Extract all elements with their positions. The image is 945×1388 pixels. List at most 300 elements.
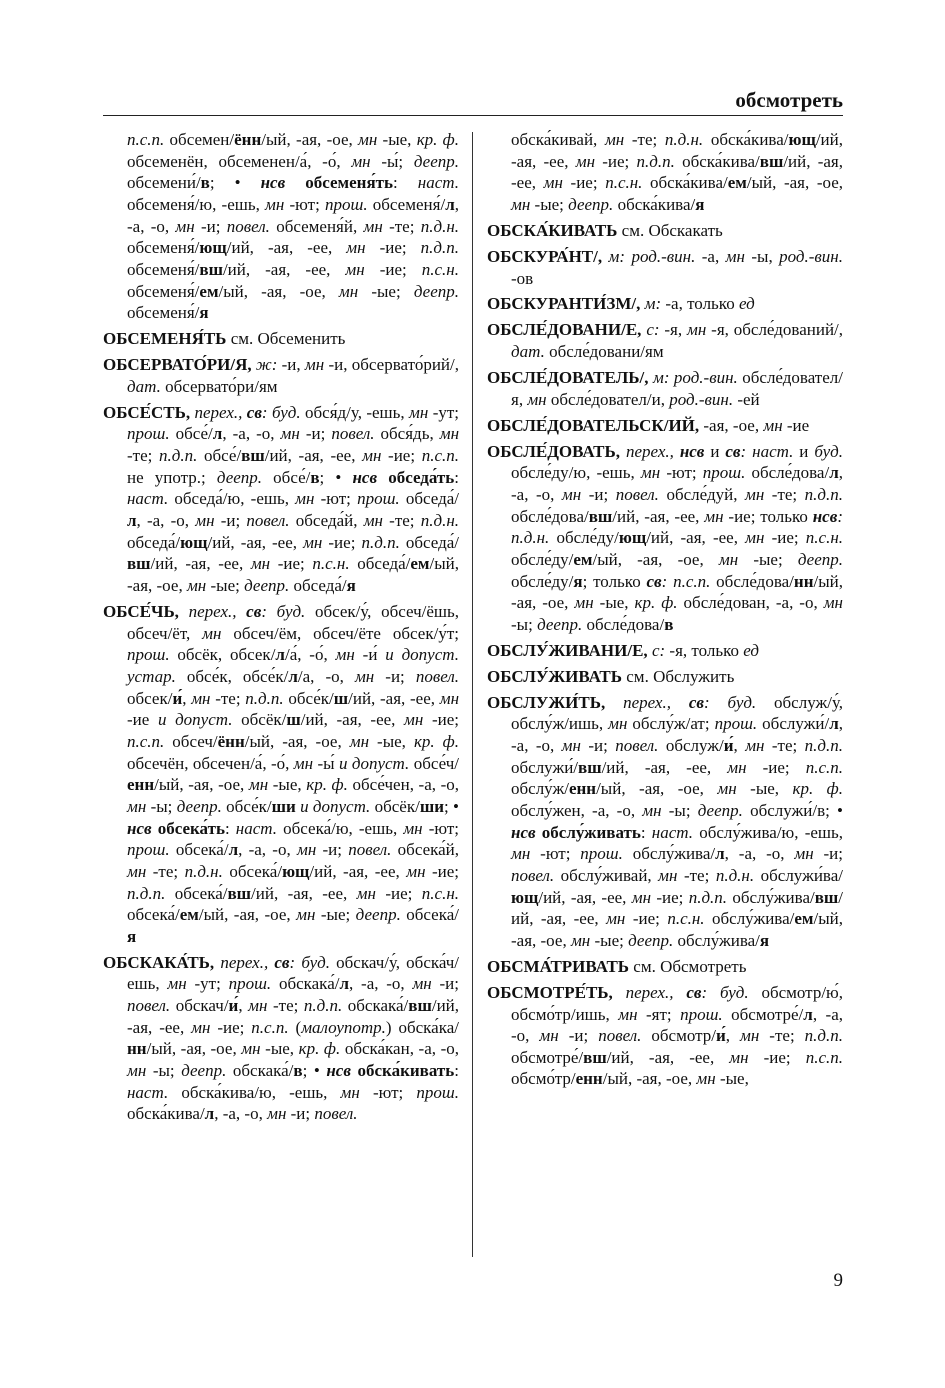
entry-text: -ие [127, 710, 158, 730]
entry-text: обсека́й, [391, 840, 460, 860]
grammar-label: мн [744, 484, 765, 504]
grammar-label: кр. ф. [306, 775, 348, 795]
grammar-label: мн [345, 259, 365, 279]
entry-text: -те; [759, 1026, 805, 1046]
entry-text: /ий, -ая, -ее, [207, 532, 304, 552]
entry-text: обсервато́ри/ям [160, 376, 278, 396]
entry-text: обсеменя́/ [127, 303, 200, 323]
grammar-label: мн [658, 865, 678, 885]
grammar-label: мн [127, 796, 147, 816]
entry-text: , -а, -о, [127, 194, 459, 236]
emphasis-text: я [695, 194, 705, 214]
dictionary-entry [487, 692, 843, 952]
grammar-label: п.д.п. [127, 883, 166, 903]
entry-text: обсеменя́/ [127, 238, 200, 258]
emphasis-text: ем [199, 281, 219, 301]
grammar-label: мн [363, 216, 383, 236]
grammar-label: : буд. [261, 402, 301, 422]
emphasis-text: и́ [172, 688, 183, 708]
entry-text: /ий, -ая, -ее, [601, 757, 728, 777]
dictionary-entry [487, 220, 843, 242]
entry-text: обска́кива/ [674, 151, 760, 171]
entry-text [179, 602, 189, 621]
grammar-label: повел. [127, 996, 171, 1016]
entry-text: обсле́ду/ [511, 549, 574, 569]
headword: ОБСМОТРЕ́ТЬ, [487, 982, 613, 1002]
grammar-label: п.д.п. [636, 151, 675, 171]
entry-text: /ый, -ая, -ое, [154, 775, 249, 795]
grammar-label: п.с.п. [805, 757, 843, 777]
emphasis-text: св [646, 571, 662, 591]
entry-text: обсле́дова/ [511, 506, 589, 526]
entry-text: обсмотре́/ [722, 1004, 804, 1024]
entry-text: /ий, -ая, -ее, [127, 996, 460, 1037]
emphasis-text: вш [227, 883, 252, 903]
dictionary-entry [487, 246, 843, 289]
grammar-label: прош. [127, 645, 170, 665]
entry-text: /ый, -ая, -ое, [261, 130, 358, 149]
entry-text: : [224, 818, 236, 838]
grammar-label: мн [745, 528, 765, 548]
entry-text: -те; [764, 736, 805, 756]
dictionary-entry [487, 415, 843, 437]
entry-text: , -а, -о, [511, 714, 843, 756]
grammar-label: мн [409, 402, 429, 422]
emphasis-text: ющ [511, 887, 539, 907]
entry-text [613, 983, 626, 1002]
grammar-label: мн [296, 840, 317, 860]
entry-text: -ие; [595, 151, 637, 171]
grammar-label: п.д.п. [804, 484, 844, 504]
entry-text: -ие; [625, 909, 668, 929]
grammar-label: : буд. [703, 692, 757, 712]
entry-text: обсе́/ [262, 467, 311, 487]
entry-text: обсека́/ [169, 840, 229, 860]
grammar-label: мн [718, 549, 739, 569]
entry-text: /ый, -ая, -ое, [127, 554, 459, 596]
emphasis-text: ем [179, 905, 199, 925]
grammar-label: мн [740, 1026, 760, 1046]
entry-text: -я, [659, 320, 687, 340]
entry-text: /ий, -ая, -ее, [150, 554, 251, 574]
dictionary-entry [103, 952, 459, 1125]
entry-text: обсе́чен, -а, -о, [347, 775, 459, 795]
grammar-label: п.с.н. [421, 259, 459, 279]
entry-text: обсмотр/ [641, 1026, 716, 1046]
grammar-label: наст. [127, 489, 169, 509]
entry-text: обслу́ж/ат; [627, 714, 715, 734]
emphasis-text: нсв [260, 173, 286, 193]
headword: ОБСЕ́ЧЬ, [103, 601, 179, 621]
grammar-label: повел. [314, 1104, 358, 1124]
entry-text: -ые; [530, 194, 569, 214]
grammar-label: деепр. [697, 801, 743, 820]
grammar-label: повел. [598, 1026, 642, 1046]
dictionary-entry [487, 293, 843, 315]
entry-text: обслуж/у́, обслу́ж/ишь, [511, 692, 843, 734]
emphasis-text: и́ [228, 996, 239, 1016]
grammar-label: мн [191, 1017, 211, 1037]
entry-text: обседа́й, [289, 511, 364, 531]
entry-text: /ий, -ая, -ее, [511, 151, 843, 193]
headword: ОБСЛЕ́ДОВАТЕЛЬСК/ИЙ, [487, 415, 700, 435]
grammar-label: : буд. [261, 601, 306, 621]
entry-text: -ые; [590, 930, 629, 950]
entry-text: обсе́ч/ [409, 753, 459, 773]
left-column [103, 129, 459, 1129]
emphasis-text: ем [573, 549, 593, 569]
grammar-label: мн [696, 1069, 716, 1089]
emphasis-text: л [288, 666, 298, 686]
grammar-label: п.д.п. [159, 446, 198, 466]
grammar-label: мн [618, 1004, 638, 1024]
emphasis-text: л [339, 974, 350, 994]
entry-text: /ий, -ая, -ее, [309, 861, 407, 881]
grammar-label: с: [651, 640, 666, 660]
grammar-label: мн [304, 355, 325, 375]
grammar-label: мн [640, 463, 661, 483]
entry-text: /ий, -ая, -ее, [251, 883, 357, 903]
emphasis-text: ённ [217, 731, 245, 751]
emphasis-text: л [445, 194, 455, 214]
grammar-label: повел. [246, 511, 290, 531]
grammar-label: прош. [325, 194, 368, 214]
grammar-label: м: род.-вин. [652, 368, 738, 388]
entry-text: -ы; [511, 614, 538, 634]
headword: ОБСКАКА́ТЬ, [103, 952, 215, 972]
grammar-label: с: [646, 320, 660, 340]
emphasis-text: в [200, 173, 210, 193]
entry-text: -я, обсле́дований/, [706, 320, 844, 340]
entry-text: -ют; [314, 489, 358, 509]
running-head: обсмотреть [735, 88, 843, 112]
entry-text: обсе́/ [197, 446, 242, 466]
entry-text: -ы; [146, 1061, 182, 1081]
emphasis-text: св [274, 952, 290, 972]
grammar-label: повел. [615, 484, 659, 504]
grammar-label: п.с.п. [251, 1017, 289, 1037]
emphasis-text: нсв [352, 467, 378, 487]
entry-text: обслуж/ [658, 736, 724, 756]
entry-text: -ые, [369, 731, 414, 751]
grammar-label: мн [338, 281, 359, 301]
grammar-label: деепр. [216, 467, 263, 487]
headword: ОБСЛЕ́ДОВАТЬ, [487, 441, 621, 461]
grammar-label: мн [539, 1026, 559, 1046]
grammar-label: деепр. [413, 151, 459, 171]
grammar-label: п.д.н. [420, 216, 460, 236]
emphasis-text: ши [419, 796, 444, 816]
grammar-label: мн [296, 905, 316, 925]
entry-text: -ют; [359, 1082, 417, 1102]
dictionary-entry [103, 402, 459, 597]
entry-text: ; • [209, 173, 261, 193]
entry-text: обсёк/ [232, 710, 287, 730]
grammar-label: п.с.н. [667, 909, 705, 929]
grammar-label: и допуст. устар. [127, 645, 459, 686]
entry-text: : [640, 822, 652, 842]
entry-text: обсмо́тр/ [511, 1069, 576, 1089]
entry-text: обсле́дован, -а, -о, [677, 593, 824, 613]
entry-text: -ие; [746, 757, 806, 777]
emphasis-text: я [346, 576, 356, 596]
grammar-label: деепр. [181, 1061, 227, 1081]
headword: ОБСЕМЕНЯ́ТЬ [103, 329, 227, 349]
entry-text: обседа́/ю, -ешь, [168, 489, 296, 509]
entry-text: -ые; [315, 905, 356, 925]
entry-text: , -а, -о, [238, 840, 297, 860]
grammar-label: повел. [348, 840, 392, 860]
entry-text: см. Обсмотреть [629, 956, 747, 976]
entry-text: -ые, [377, 130, 417, 149]
grammar-label: п.д.н. [715, 865, 755, 885]
entry-text: /ий, -ая, -ее, [264, 446, 363, 466]
entry-text: ; • [319, 467, 353, 487]
entry-text: обсле́ду/ [549, 528, 619, 548]
entry-text: -ие; [425, 861, 460, 881]
grammar-label: наст. [235, 818, 278, 838]
entry-text: /ий, -ая, -ее, [511, 130, 843, 171]
grammar-label: мн [354, 666, 375, 686]
grammar-label: мн [439, 424, 460, 444]
grammar-label: мн [303, 532, 323, 552]
entry-text: обсек/у́, обсеч/ёшь, обсеч/ёт, [127, 601, 460, 643]
grammar-label: повел. [511, 865, 555, 885]
entry-text: /ый, -ая, -ое, [198, 905, 297, 925]
entry-text: и [704, 441, 726, 461]
emphasis-text: л [204, 1104, 215, 1124]
entry-text: -те; [267, 996, 304, 1016]
grammar-label: п.д.п. [420, 238, 459, 258]
grammar-label: мн [195, 511, 215, 531]
grammar-label: род.-вин. [669, 389, 734, 409]
emphasis-text: ющ [282, 861, 310, 881]
grammar-label: мн [241, 1039, 261, 1059]
emphasis-text: нн [793, 571, 814, 591]
grammar-label: буд. [814, 441, 843, 461]
emphasis-text: л [829, 714, 839, 734]
grammar-label: ед [738, 294, 755, 314]
entry-text: /ый, -ая, -ое, [244, 731, 350, 751]
entry-text: ; только [582, 571, 647, 591]
grammar-label: мн [574, 593, 594, 613]
entry-text: /ый, -ая, -ое, [602, 1069, 697, 1089]
entry-text: /ий, -ая, -ее, [222, 259, 346, 279]
entry-text: обсеменя́/ [127, 259, 200, 279]
emphasis-text: обслу́живать [541, 822, 641, 842]
headword: ОБСЕ́СТЬ, [103, 402, 191, 422]
grammar-label: п.д.п. [303, 996, 343, 1016]
entry-text [377, 468, 388, 487]
emphasis-text: обсека́ть [157, 818, 225, 838]
grammar-label: мн [729, 1047, 749, 1067]
entry-text: -ие; только [723, 506, 813, 526]
page-number: 9 [833, 1270, 843, 1291]
emphasis-text: вш [241, 446, 265, 466]
emphasis-text: в [310, 467, 320, 487]
emphasis-text: ем [410, 554, 430, 574]
emphasis-text: вш [127, 554, 151, 574]
dictionary-entry [487, 640, 843, 662]
emphasis-text: ющ [180, 532, 208, 552]
grammar-label: перех., [625, 982, 674, 1002]
entry-text: , [238, 996, 249, 1016]
entry-text: -ы́; [370, 151, 414, 171]
grammar-label: деепр. [413, 281, 459, 301]
grammar-label: мн [725, 246, 745, 266]
emphasis-text: ем [794, 909, 814, 929]
entry-text: -те; [624, 130, 665, 149]
grammar-label: мн [248, 775, 269, 795]
grammar-label: повел. [415, 666, 460, 686]
entry-text: обсёк/ [370, 796, 420, 816]
entry-text: обска́кива/ [127, 1104, 205, 1124]
entry-text: -и; [286, 1104, 315, 1124]
entry-text: обслужи́/ [757, 714, 830, 734]
entry-text: -те; [677, 865, 716, 885]
entry-text: /ый, -ая, -ое, [511, 571, 843, 613]
entry-text: -ют; [422, 818, 460, 838]
entry-text: -ы, [744, 246, 780, 266]
entry-text: -и; [316, 840, 349, 860]
headword: ОБСЛУ́ЖИВАТЬ [487, 666, 623, 686]
entry-text: : [393, 173, 418, 193]
entry-text: обслужи́/в; • [742, 801, 843, 820]
entry-text: -и, [277, 355, 305, 375]
grammar-label: деепр. [176, 796, 222, 816]
entry-text: -ят; [637, 1004, 681, 1024]
entry-text: обсеменя́/ю, -ешь, [127, 194, 266, 214]
dictionary-entry [487, 956, 843, 978]
emphasis-text: нн [127, 1039, 147, 1059]
entry-text: ) обска́ка/ [385, 1017, 459, 1037]
entry-text: /ый, -ая, -ое, [592, 549, 719, 569]
entry-text: ; • [444, 796, 459, 816]
grammar-label: перех., [188, 601, 237, 621]
entry-text: : [454, 1061, 459, 1081]
grammar-label: деепр. [537, 614, 583, 634]
grammar-label: мн [362, 446, 382, 466]
entry-text: обсека́/ [127, 905, 180, 925]
entry-text: -ие; [375, 883, 422, 903]
grammar-label: прош. [714, 714, 758, 734]
emphasis-text: нсв [511, 822, 536, 842]
entry-text: -и; [374, 666, 416, 686]
emphasis-text: енн [575, 1069, 603, 1089]
grammar-label: мн [265, 194, 285, 214]
grammar-label: п.д.п. [804, 1026, 844, 1046]
grammar-label: п.с.н. [312, 554, 350, 574]
dictionary-entry [487, 441, 843, 636]
entry-text: -ие; [562, 173, 606, 193]
grammar-label: прош. [127, 840, 170, 860]
entry-text: см. Обскакать [617, 220, 723, 240]
emphasis-text: л [228, 840, 239, 860]
entry-text: -и; [431, 974, 460, 994]
entry-text: : [454, 467, 459, 487]
entry-text: обска́кивай, [511, 130, 605, 149]
entry-text: обся́д/у, -ешь, [300, 402, 410, 422]
entry-text: /ый, -ая, -ое, [596, 779, 718, 799]
entry-text: -ют; [530, 844, 581, 864]
entry-text: -ут; [186, 974, 229, 994]
entry-text: обся́дь, [374, 424, 440, 444]
entry-text: -ут; [428, 402, 460, 422]
dictionary-entry-continuation [487, 129, 843, 216]
entry-text: обскака́/ [226, 1061, 294, 1081]
grammar-label: мн [280, 424, 300, 444]
entry-text: обслу́жива/ [727, 887, 815, 907]
grammar-label: п.с.п. [127, 731, 165, 751]
entry-text: -ые; [738, 549, 798, 569]
grammar-label: мн [561, 736, 581, 756]
entry-text: обска́кива/ [703, 130, 789, 149]
dictionary-entry [487, 367, 843, 410]
entry-text: -ие; [764, 528, 806, 548]
entry-text: -ют; [660, 463, 703, 483]
headword: ОБСКУРАНТИ́ЗМ/, [487, 294, 641, 314]
grammar-label: ед [743, 640, 759, 660]
emphasis-text: обседа́ть [388, 467, 455, 487]
entry-text: -те; [146, 861, 185, 881]
grammar-label: мн [346, 238, 366, 258]
emphasis-text: я [573, 571, 583, 591]
emphasis-text: вш [583, 1047, 607, 1067]
grammar-label: п.д.п. [688, 887, 728, 907]
grammar-label: : п.с.п. [661, 571, 711, 591]
grammar-label: мн [356, 883, 376, 903]
grammar-label: п.д.п. [804, 736, 844, 756]
entry-text: -те; [210, 688, 246, 708]
grammar-label: малоупотр. [301, 1017, 386, 1037]
emphasis-text: св [686, 982, 702, 1002]
grammar-label: п.д.н. [420, 511, 460, 531]
grammar-label: : наст. [740, 441, 794, 461]
emphasis-text: обска́кивать [357, 1061, 455, 1081]
column-divider [472, 132, 473, 1257]
entry-text: обсека́/ [400, 905, 459, 925]
emphasis-text: ющ [788, 130, 816, 149]
entry-text: , -а, -о, [511, 1004, 843, 1046]
entry-text [605, 693, 623, 712]
grammar-label: перех., [194, 402, 243, 422]
entry-text: обсле́дова/ [710, 571, 794, 591]
grammar-label: повел. [615, 736, 659, 756]
emphasis-text: л [212, 424, 223, 444]
grammar-label: мн [127, 861, 147, 881]
entry-text: -ие; [381, 446, 422, 466]
grammar-label: наст. [417, 173, 459, 193]
emphasis-text: нсв [127, 818, 152, 838]
entry-text: обскака́/ [342, 996, 409, 1016]
entry-text: обска́кива/ [642, 173, 728, 193]
grammar-label: мн [248, 996, 268, 1016]
grammar-label: наст. [651, 822, 693, 842]
entry-text: -и; [299, 424, 332, 444]
grammar-label: мн [527, 389, 547, 409]
grammar-label: деепр. [797, 549, 843, 569]
entry-text: обсмотре́/ [511, 1047, 584, 1067]
grammar-label: п.с.н. [605, 173, 643, 193]
emphasis-text: св [688, 692, 704, 712]
grammar-label: кр. ф. [792, 779, 843, 799]
entry-text: обскач/ [170, 996, 229, 1016]
emphasis-text: я [127, 926, 137, 946]
entry-text: /ый, -ая, -ое, [511, 909, 843, 950]
entry-text: обсеменя́й, [269, 216, 364, 236]
entry-text: -ые; [358, 281, 414, 301]
grammar-label: мн [406, 861, 426, 881]
